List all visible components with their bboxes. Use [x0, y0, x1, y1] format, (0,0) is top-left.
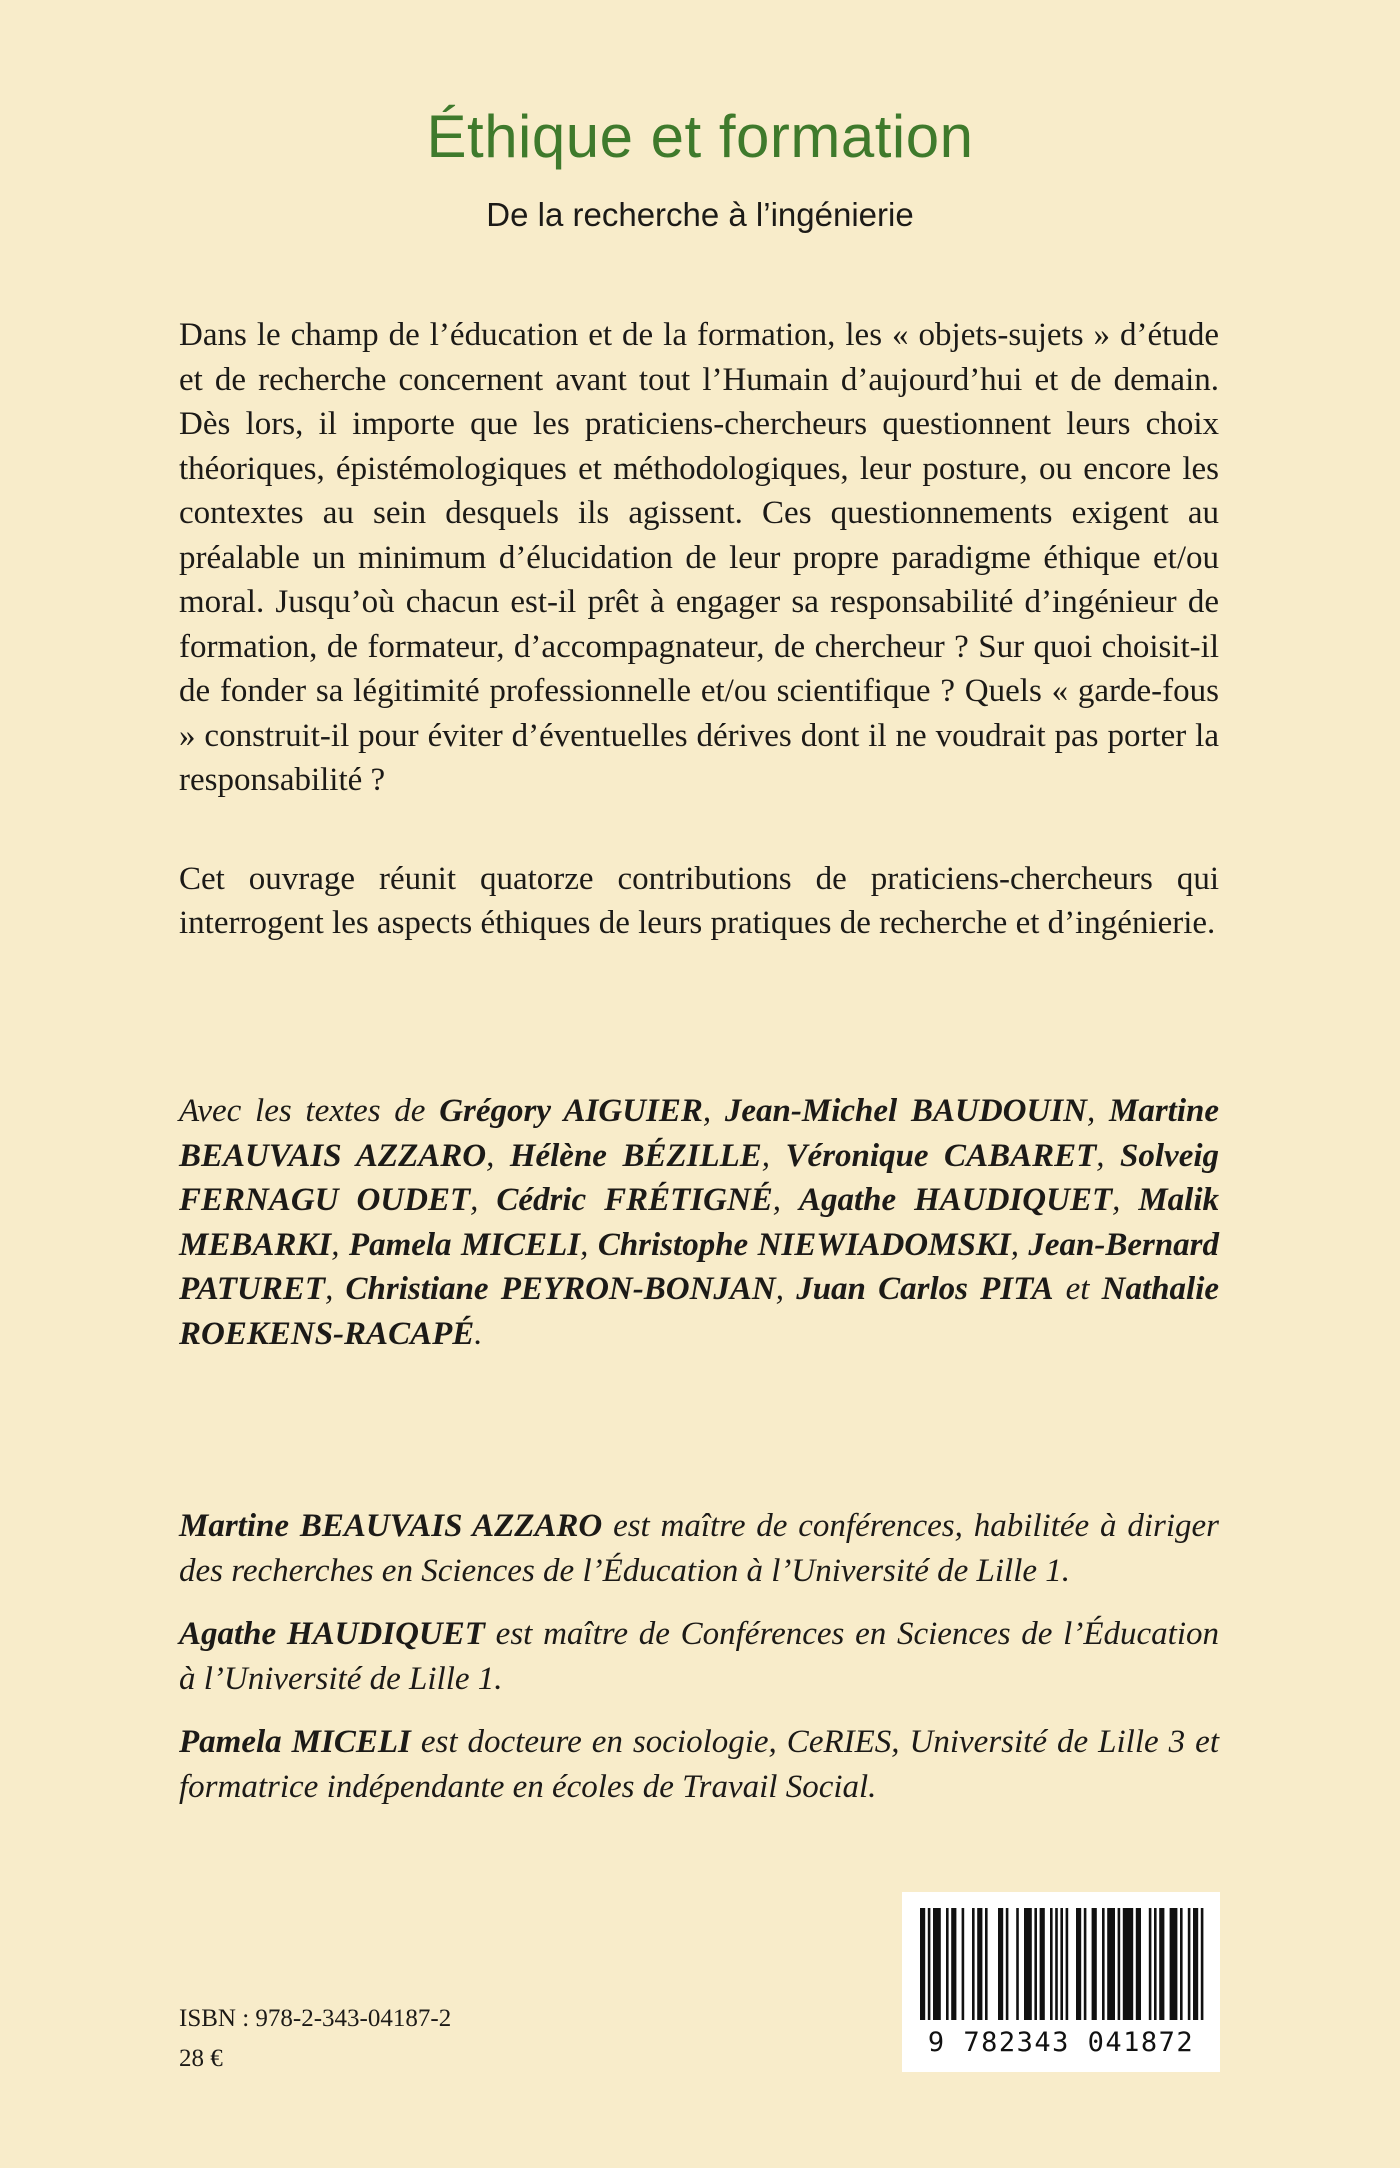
barcode-bars: [916, 1908, 1206, 2020]
barcode-bar: [1006, 1908, 1009, 2020]
contributor-name: Malik MEBARKI: [179, 1182, 1219, 1263]
book-subtitle: De la recherche à l’ingénierie: [486, 196, 914, 233]
barcode-bar: [962, 1908, 965, 2020]
price: 28 €: [179, 2045, 223, 2072]
author-bio-text: est docteure en sociologie, CeRIES, Université de Lille 3 et formatrice indépendante en écoles de Travail Social.: [179, 1724, 1219, 1805]
contributors-intro: Avec les textes de: [179, 1093, 440, 1129]
barcode-bar: [977, 1908, 982, 2020]
barcode-bar: [1024, 1908, 1032, 2020]
abstract-paragraph-1: Dans le champ de l’éducation et de la formation, les « objets-sujets » d’étude et de recherche concernent avant tout l’Humain d’aujourd’hui et de demain. Dès lors, il importe que les praticiens-chercheurs questionnent leurs choix théoriques, épistémologiques et méthodologiques, leur posture, ou encore les contextes au sein desquels ils agissent. Ces questionnements exigent au préalable un minimum d’élucidation de leur propre paradigme éthique et/ou moral. Jusqu’où chacun est-il prêt à engager sa responsabilité d’ingénieur de formation, de formateur, d’accompagnateur, de chercheur ? Sur quoi choisit-il de fonder sa légitimité professionnelle et/ou scientifique ? Quels « garde-fous » construit-il pour éviter d’éventuelles dérives dont il ne voudrait pas porter la responsabilité ?: [179, 317, 1219, 798]
contributor-name: Cédric FRÉTIGNÉ: [496, 1182, 773, 1218]
barcode-bar: [972, 1908, 975, 2020]
contributor-name: Jean-Bernard PATURET: [179, 1226, 1220, 1307]
barcode-bar: [1076, 1908, 1081, 2020]
barcode-bar: [1201, 1908, 1204, 2020]
contributor-name: Christiane PEYRON-BONJAN: [345, 1271, 776, 1307]
author-bio: [179, 1612, 1219, 1701]
barcode-bar: [1123, 1908, 1133, 2020]
barcode-bar: [1159, 1908, 1164, 2020]
barcode-bar: [951, 1908, 956, 2020]
contributor-name: Martine BEAUVAIS AZZARO: [179, 1093, 1220, 1174]
barcode-bar: [1055, 1908, 1058, 2020]
contributor-name: Nathalie ROEKENS-RACAPÉ: [179, 1271, 1220, 1352]
book-title: Éthique et formation: [426, 103, 974, 170]
author-bio-name: Agathe HAUDIQUET: [179, 1616, 485, 1652]
author-bio-text: est maître de Conférences en Sciences de l’Éducation à l’Université de Lille 1.: [179, 1616, 1219, 1697]
barcode-bar: [1118, 1908, 1121, 2020]
barcode-bar: [1102, 1908, 1105, 2020]
barcode-bar: [1154, 1908, 1157, 2020]
author-bio-name: Martine BEAUVAIS AZZARO: [179, 1508, 603, 1544]
author-bio: [179, 1504, 1219, 1593]
barcode-bar: [1170, 1908, 1178, 2020]
contributor-names: Grégory AIGUIER, Jean-Michel BAUDOUIN, Martine BEAUVAIS AZZARO, Hélène BÉZILLE, Véronique CABARET, Solveig FERNAGU OUDET, Cédric FRÉTIGNÉ, Agathe HAUDIQUET, Malik MEBARKI, Pamela MICELI, Christophe NIEWIADOMSKI, Jean-Bernard PATURET, Christiane PEYRON-BONJAN, Juan Carlos PITA et Nathalie ROEKENS-RACAPÉ: [179, 1093, 1220, 1352]
abstract: [179, 313, 1219, 946]
barcode-bar: [998, 1908, 1003, 2020]
barcode-bar: [985, 1908, 988, 2020]
barcode-bar: [1016, 1908, 1019, 2020]
barcode-bar: [1180, 1908, 1183, 2020]
author-bio-text: est maître de conférences, habilitée à diriger des recherches en Sciences de l’Éducation à l’Université de Lille 1.: [179, 1508, 1219, 1589]
author-bio-name: Pamela MICELI: [179, 1724, 411, 1760]
contributor-name: Christophe NIEWIADOMSKI: [597, 1226, 1011, 1263]
barcode-bar: [1136, 1908, 1141, 2020]
barcode-number: 9 782343 041872: [927, 2027, 1195, 2058]
barcode-bar: [946, 1908, 949, 2020]
abstract-paragraph-2: Cet ouvrage réunit quatorze contributions de praticiens-chercheurs qui interrogent les aspects éthiques de leurs pratiques de recherche et d’ingénierie.: [179, 860, 1219, 941]
barcode-bar: [1050, 1908, 1053, 2020]
barcode-bar: [920, 1908, 925, 2020]
barcode-bar: [1060, 1908, 1063, 2020]
author-bio: [179, 1720, 1219, 1809]
barcode-bar: [1040, 1908, 1045, 2020]
contributor-name: Solveig FERNAGU OUDET: [179, 1137, 1220, 1218]
barcode-bar: [1066, 1908, 1069, 2020]
barcode-bar: [1193, 1908, 1198, 2020]
barcode-bar: [1034, 1908, 1037, 2020]
contributor-name: Hélène BÉZILLE: [509, 1137, 762, 1174]
barcode-bar: [1188, 1908, 1191, 2020]
barcode-bar: [1084, 1908, 1087, 2020]
author-bios: [179, 1504, 1219, 1828]
contributors-list: [179, 1089, 1219, 1356]
isbn: ISBN : 978-2-343-04187-2: [179, 2005, 452, 2032]
contributor-name: Pamela MICELI: [348, 1226, 581, 1263]
barcode-bar: [928, 1908, 931, 2020]
contributor-name: Jean-Michel BAUDOUIN: [724, 1093, 1087, 1129]
barcode-bar: [1092, 1908, 1097, 2020]
barcode-bar: [1107, 1908, 1115, 2020]
barcode: [902, 1892, 1220, 2072]
contributors-end: .: [474, 1315, 483, 1352]
contributor-name: Agathe HAUDIQUET: [798, 1182, 1113, 1218]
contributor-name: Juan Carlos PITA: [796, 1271, 1054, 1307]
contributor-name: Véronique CABARET: [785, 1137, 1097, 1174]
barcode-bar: [1149, 1908, 1152, 2020]
barcode-bar: [933, 1908, 941, 2020]
contributor-name: Grégory AIGUIER: [439, 1093, 703, 1129]
